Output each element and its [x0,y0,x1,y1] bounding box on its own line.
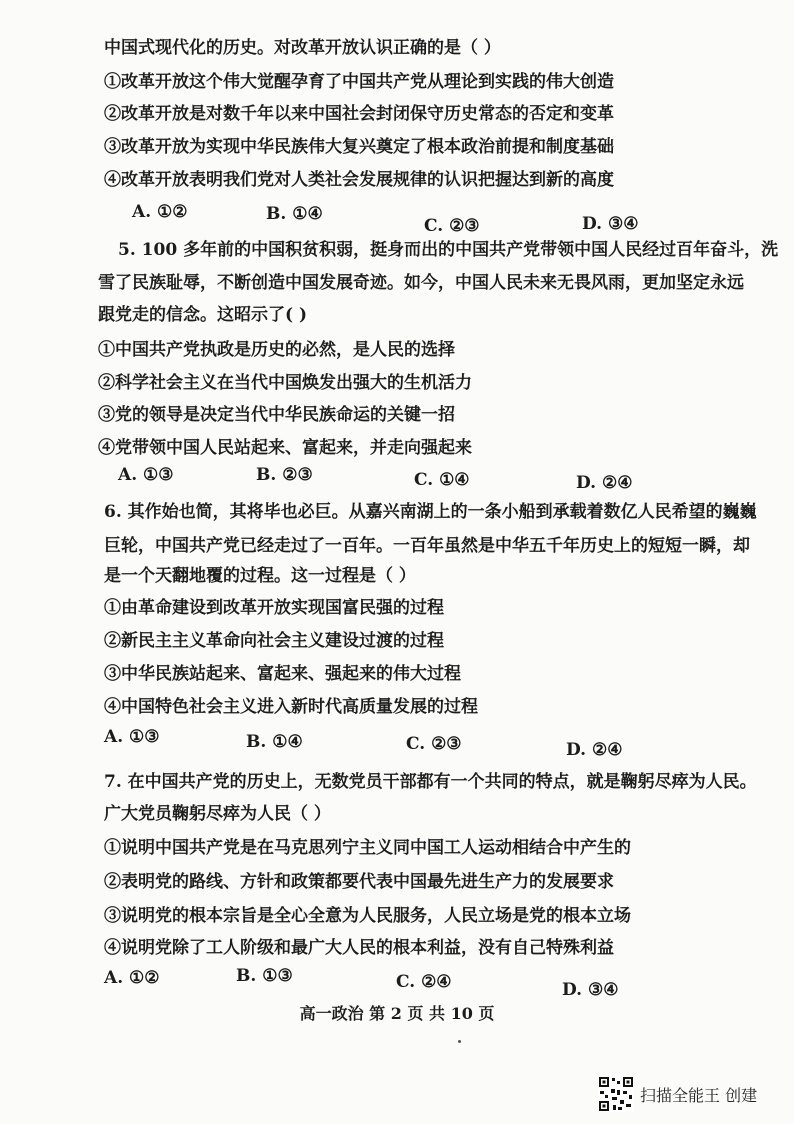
q5-option-a: A. ①③ [118,465,174,485]
qr-code-icon [598,1076,634,1112]
q5-item-4: ④党带领中国人民站起来、富起来，并走向强起来 [98,438,472,458]
q5-stem-3: 跟党走的信念。这昭示了( ) [98,305,308,325]
q7-option-a: A. ①② [104,968,160,988]
q4-item-3: ③改革开放为实现中华民族伟大复兴奠定了根本政治前提和制度基础 [104,137,614,157]
q5-stem-2: 雪了民族耻辱，不断创造中国发展奇迹。如今，中国人民未来无畏风雨，更加坚定永远 [98,273,744,293]
scanner-brand: 扫描全能王 创建 [640,1086,758,1105]
q7-option-c: C. ②④ [396,972,452,992]
q6-option-a: A. ①③ [104,727,160,747]
q7-option-b: B. ①③ [236,966,293,986]
q7-stem-2: 广大党员鞠躬尽瘁为人民（ ） [104,804,331,824]
q4-item-2: ②改革开放是对数千年以来中国社会封闭保守历史常态的否定和变革 [104,104,614,124]
q7-item-2: ②表明党的路线、方针和政策都要代表中国最先进生产力的发展要求 [104,872,614,892]
q6-stem-2: 巨轮，中国共产党已经走过了一百年。一百年虽然是中华五千年历史上的短短一瞬，却 [104,536,750,556]
q6-option-d: D. ②④ [566,740,623,760]
q6-option-c: C. ②③ [406,734,462,754]
q4-item-1: ①改革开放这个伟大觉醒孕育了中国共产党从理论到实践的伟大创造 [104,72,614,92]
q7-option-d: D. ③④ [562,980,619,1000]
q4-option-a: A. ①② [132,202,188,222]
q4-option-c: C. ②③ [424,216,480,236]
scan-speck [458,1040,461,1043]
q6-stem-1: 6. 其作始也简，其将毕也必巨。从嘉兴南湖上的一条小船到承载着数亿人民希望的巍巍 [104,502,757,522]
q5-stem-1: 5. 100 多年前的中国积贫积弱，挺身而出的中国共产党带领中国人民经过百年奋斗，洗 [118,240,779,260]
q5-option-b: B. ②③ [256,465,313,485]
page-footer: 高一政治 第 2 页 共 10 页 [299,1004,495,1023]
q6-item-1: ①由革命建设到改革开放实现国富民强的过程 [104,598,444,618]
q5-item-3: ③党的领导是决定当代中华民族命运的关键一招 [98,405,455,425]
q7-item-1: ①说明中国共产党是在马克思列宁主义同中国工人运动相结合中产生的 [104,838,631,858]
q4-stem-tail: 中国式现代化的历史。对改革开放认识正确的是（ ） [104,38,501,58]
q6-option-b: B. ①④ [246,732,303,752]
q4-option-d: D. ③④ [582,214,639,234]
q5-item-1: ①中国共产党执政是历史的必然，是人民的选择 [98,340,455,360]
q6-item-2: ②新民主主义革命向社会主义建设过渡的过程 [104,631,444,651]
q4-item-4: ④改革开放表明我们党对人类社会发展规律的认识把握达到新的高度 [104,170,614,190]
q6-item-3: ③中华民族站起来、富起来、强起来的伟大过程 [104,664,461,684]
q5-option-c: C. ①④ [414,470,470,490]
q7-item-4: ④说明党除了工人阶级和最广大人民的根本利益，没有自己特殊利益 [104,938,614,958]
q6-stem-3: 是一个天翻地覆的过程。这一过程是（ ） [104,566,416,586]
q5-option-d: D. ②④ [576,473,633,493]
q6-item-4: ④中国特色社会主义进入新时代高质量发展的过程 [104,697,478,717]
q7-stem-1: 7. 在中国共产党的历史上，无数党员干部都有一个共同的特点，就是鞠躬尽瘁为人民。 [104,772,757,792]
q4-option-b: B. ①④ [266,204,323,224]
q5-item-2: ②科学社会主义在当代中国焕发出强大的生机活力 [98,373,472,393]
q7-item-3: ③说明党的根本宗旨是全心全意为人民服务，人民立场是党的根本立场 [104,906,631,926]
